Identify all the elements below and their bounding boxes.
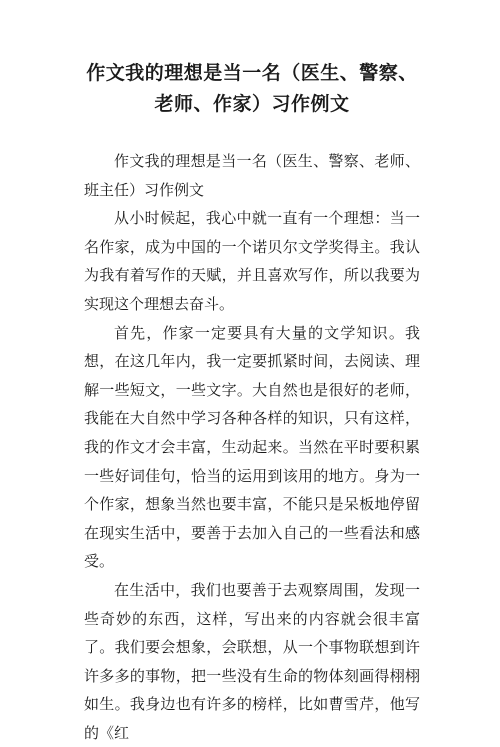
title-line-1: 作文我的理想是当一名（医生、警察、 [86, 62, 418, 84]
document-title [84, 58, 420, 120]
paragraph-4: 在生活中，我们也要善于去观察周围，发现一些奇妙的东西，这样，写出来的内容就会很丰富了。我们要会想象，会联想，从一个事物联想到许许多多的事物，把一些没有生命的物体刻画得栩栩如生。我身边也有许多的榜样，比如曹雪芹，他写的《红 [84, 580, 420, 742]
document-body [84, 147, 420, 747]
title-line-2: 老师、作家）习作例文 [154, 93, 350, 115]
paragraph-1: 作文我的理想是当一名（医生、警察、老师、班主任）习作例文 [84, 152, 420, 199]
paragraph-2: 从小时候起，我心中就一直有一个理想：当一名作家，成为中国的一个诺贝尔文学奖得主。我认为我有着写作的天赋，并且喜欢写作，所以我要为实现这个理想去奋斗。 [84, 209, 420, 313]
paragraph-3: 首先，作家一定要具有大量的文学知识。我想，在这几年内，我一定要抓紧时间，去阅读、理解一些短文，一些文字。大自然也是很好的老师，我能在大自然中学习各种各样的知识，只有这样，我的作文才会丰富，生动起来。当然在平时要积累一些好词佳句，恰当的运用到该用的地方。身为一个作家，想象当然也要丰富，不能只是呆板地停留在现实生活中，要善于去加入自己的一些看法和感受。 [84, 323, 420, 571]
